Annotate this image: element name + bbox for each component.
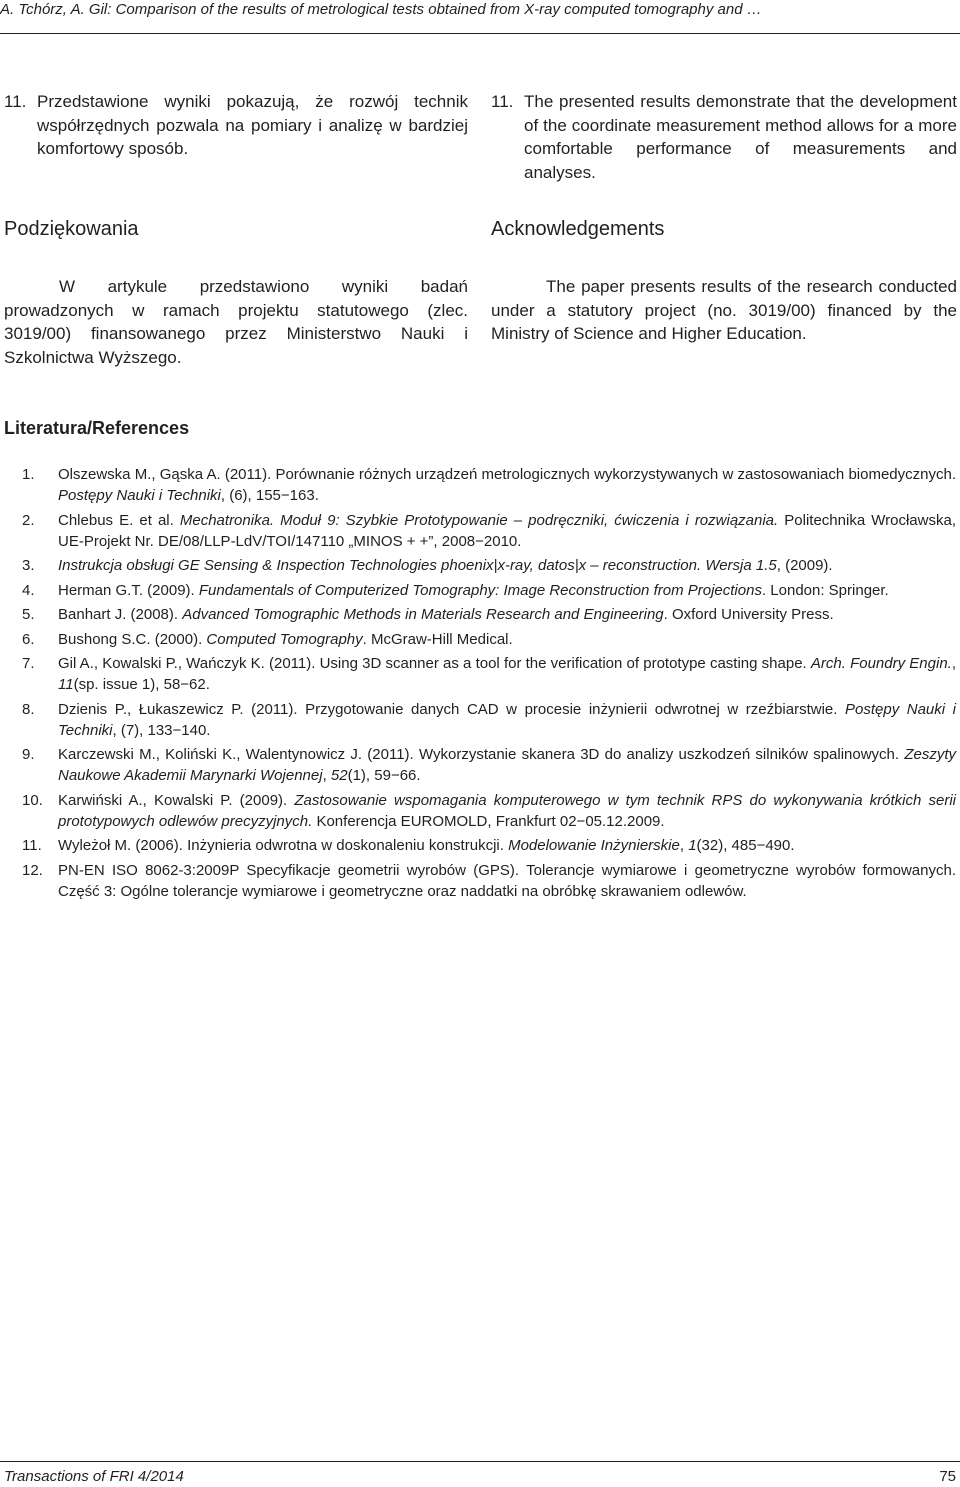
reference-number: 10. bbox=[22, 791, 43, 809]
page-number: 75 bbox=[939, 1468, 956, 1485]
acknowledgements-pl-heading: Podziękowania bbox=[4, 218, 139, 240]
reference-text: , bbox=[322, 767, 331, 784]
reference-text: (sp. issue 1), 58−62. bbox=[73, 676, 210, 693]
conclusion-en bbox=[491, 90, 957, 184]
conclusion-pl-number: 11. bbox=[4, 92, 27, 111]
reference-text: Wyleżoł M. (2006). Inżynieria odwrotna w doskonaleniu konstrukcji. bbox=[58, 837, 509, 854]
reference-number: 6. bbox=[22, 630, 35, 648]
reference-text: , (6), 155−163. bbox=[220, 487, 319, 504]
reference-item bbox=[4, 699, 956, 741]
reference-number: 11. bbox=[22, 837, 42, 854]
reference-italic-text: 52 bbox=[330, 767, 348, 784]
reference-item bbox=[4, 580, 956, 601]
conclusion-pl bbox=[4, 90, 468, 161]
reference-italic-text: Arch. Foundry Engin. bbox=[810, 655, 952, 672]
header-rule bbox=[0, 33, 960, 34]
acknowledgements-en-section bbox=[491, 217, 957, 241]
reference-number: 8. bbox=[22, 700, 35, 718]
reference-text: Politechnika Wrocławska, UE-Projekt Nr. DE/08/LLP-LdV/TOI/147110 „MINOS + +”, 2008−2010. bbox=[58, 511, 956, 550]
reference-text: Karczewski M., Koliński K., Walentynowicz J. (2011). Wykorzystanie skanera 3D do analizy uszkodzeń silników spalinowych. bbox=[58, 746, 905, 763]
reference-item bbox=[4, 629, 956, 650]
reference-text: Herman G.T. (2009). bbox=[58, 581, 199, 599]
footer-rule bbox=[0, 1461, 960, 1462]
reference-italic-text: Fundamentals of Computerized Tomography: Image Reconstruction from Projections bbox=[198, 581, 762, 599]
reference-text: , (7), 133−140. bbox=[112, 721, 211, 739]
reference-text: Chlebus E. et al. bbox=[58, 511, 180, 529]
acknowledgements-pl-section bbox=[4, 217, 468, 241]
reference-text: . Oxford University Press. bbox=[663, 606, 834, 623]
reference-number: 5. bbox=[22, 606, 35, 623]
reference-number: 12. bbox=[22, 861, 43, 879]
reference-italic-text: Computed Tomography bbox=[206, 630, 363, 648]
reference-number: 3. bbox=[22, 557, 35, 574]
reference-italic-text: Zeszyty Naukowe Akademii Marynarki Wojennej bbox=[58, 746, 956, 784]
reference-item bbox=[4, 860, 956, 902]
reference-text: (1), 59−66. bbox=[347, 767, 421, 784]
acknowledgements-en-heading: Acknowledgements bbox=[491, 218, 665, 240]
reference-text: . London: Springer. bbox=[761, 581, 889, 599]
reference-item bbox=[4, 835, 956, 856]
reference-text: Banhart J. (2008). bbox=[58, 606, 183, 623]
reference-text: Dzienis P., Łukaszewicz P. (2011). Przygotowanie danych CAD w procesie inżynierii odwrotnej w rzeźbiarstwie. bbox=[58, 700, 845, 718]
reference-italic-text: Mechatronika. Moduł 9: Szybkie Prototypowanie – podręczniki, ćwiczenia i rozwiązania. bbox=[179, 511, 779, 529]
reference-text: Bushong S.C. (2000). bbox=[58, 630, 207, 648]
reference-item bbox=[4, 555, 956, 576]
reference-text: Olszewska M., Gąska A. (2011). Porównanie różnych urządzeń metrologicznych wykorzystywanych w zastosowaniach biomedycznych. bbox=[58, 466, 956, 483]
footer-journal-title: Transactions of FRI 4/2014 bbox=[4, 1468, 184, 1485]
reference-italic-text: 1 bbox=[688, 837, 697, 854]
reference-text: Karwiński A., Kowalski P. (2009). bbox=[58, 791, 295, 809]
reference-number: 2. bbox=[22, 511, 35, 529]
conclusion-pl-text: Przedstawione wyniki pokazują, że rozwój technik współrzędnych pozwala na pomiary i analizę w bardziej komfortowy sposób. bbox=[37, 92, 468, 158]
reference-italic-text: Postępy Nauki i Techniki bbox=[58, 700, 957, 739]
reference-text: . McGraw-Hill Medical. bbox=[362, 630, 513, 648]
reference-text: PN-EN ISO 8062-3:2009P Specyfikacje geometrii wyrobów (GPS). Tolerancje wymiarowe i geometryczne wyrobów formowanych. Część 3: Ogólne tolerancje wymiarowe i geometryczne oraz naddatki na obróbkę skrawaniem odlewów. bbox=[58, 861, 956, 900]
reference-item bbox=[4, 790, 956, 832]
reference-text: , bbox=[951, 655, 956, 672]
reference-text: Konferencja EUROMOLD, Frankfurt 02−05.12.2009. bbox=[312, 812, 665, 830]
reference-number: 4. bbox=[22, 581, 35, 599]
reference-italic-text: 11 bbox=[58, 676, 74, 693]
reference-item bbox=[4, 604, 956, 625]
reference-italic-text: Postępy Nauki i Techniki bbox=[58, 487, 221, 504]
reference-text: , (2009). bbox=[776, 557, 833, 574]
acknowledgements-pl-text: W artykule przedstawiono wyniki badań prowadzonych w ramach projektu statutowego (zlec. 3019/00) finansowanego przez Ministerstwo Nauki i Szkolnictwa Wyższego. bbox=[4, 277, 468, 367]
acknowledgements-en-text: The paper presents results of the research conducted under a statutory project (no. 3019/00) financed by the Ministry of Science and Higher Education. bbox=[491, 277, 957, 343]
reference-italic-text: Zastosowanie wspomagania komputerowego w tym technik RPS do wykonywania krótkich serii prototypowych odlewów precyzyjnych. bbox=[58, 791, 957, 830]
references-heading: Literatura/References bbox=[4, 418, 190, 438]
reference-item bbox=[4, 744, 956, 786]
running-head: A. Tchórz, A. Gil: Comparison of the results of metrological tests obtained from X-ray computed tomography and … bbox=[0, 1, 762, 18]
reference-number: 9. bbox=[22, 746, 35, 763]
reference-number: 7. bbox=[22, 655, 35, 672]
reference-italic-text: Advanced Tomographic Methods in Materials Research and Engineering bbox=[182, 606, 664, 623]
acknowledgements-pl-body bbox=[4, 275, 468, 369]
conclusion-en-text: The presented results demonstrate that the development of the coordinate measurement method allows for a more comfortable performance of measurements and analyses. bbox=[524, 92, 957, 182]
reference-italic-text: Modelowanie Inżynierskie bbox=[508, 837, 680, 854]
conclusion-en-number: 11. bbox=[491, 92, 514, 111]
acknowledgements-en-body bbox=[491, 275, 957, 346]
reference-item bbox=[4, 653, 956, 695]
reference-text: , bbox=[679, 837, 689, 854]
reference-item bbox=[4, 510, 956, 552]
references-list bbox=[4, 464, 956, 905]
reference-text: (32), 485−490. bbox=[696, 837, 795, 854]
reference-number: 1. bbox=[22, 466, 35, 483]
reference-item bbox=[4, 464, 956, 506]
reference-italic-text: Instrukcja obsługi GE Sensing & Inspection Technologies phoenix|x-ray, datos|x – reconstruction. Wersja 1.5 bbox=[58, 557, 777, 574]
reference-text: Gil A., Kowalski P., Wańczyk K. (2011). Using 3D scanner as a tool for the verification of prototype casting shape. bbox=[58, 655, 811, 672]
